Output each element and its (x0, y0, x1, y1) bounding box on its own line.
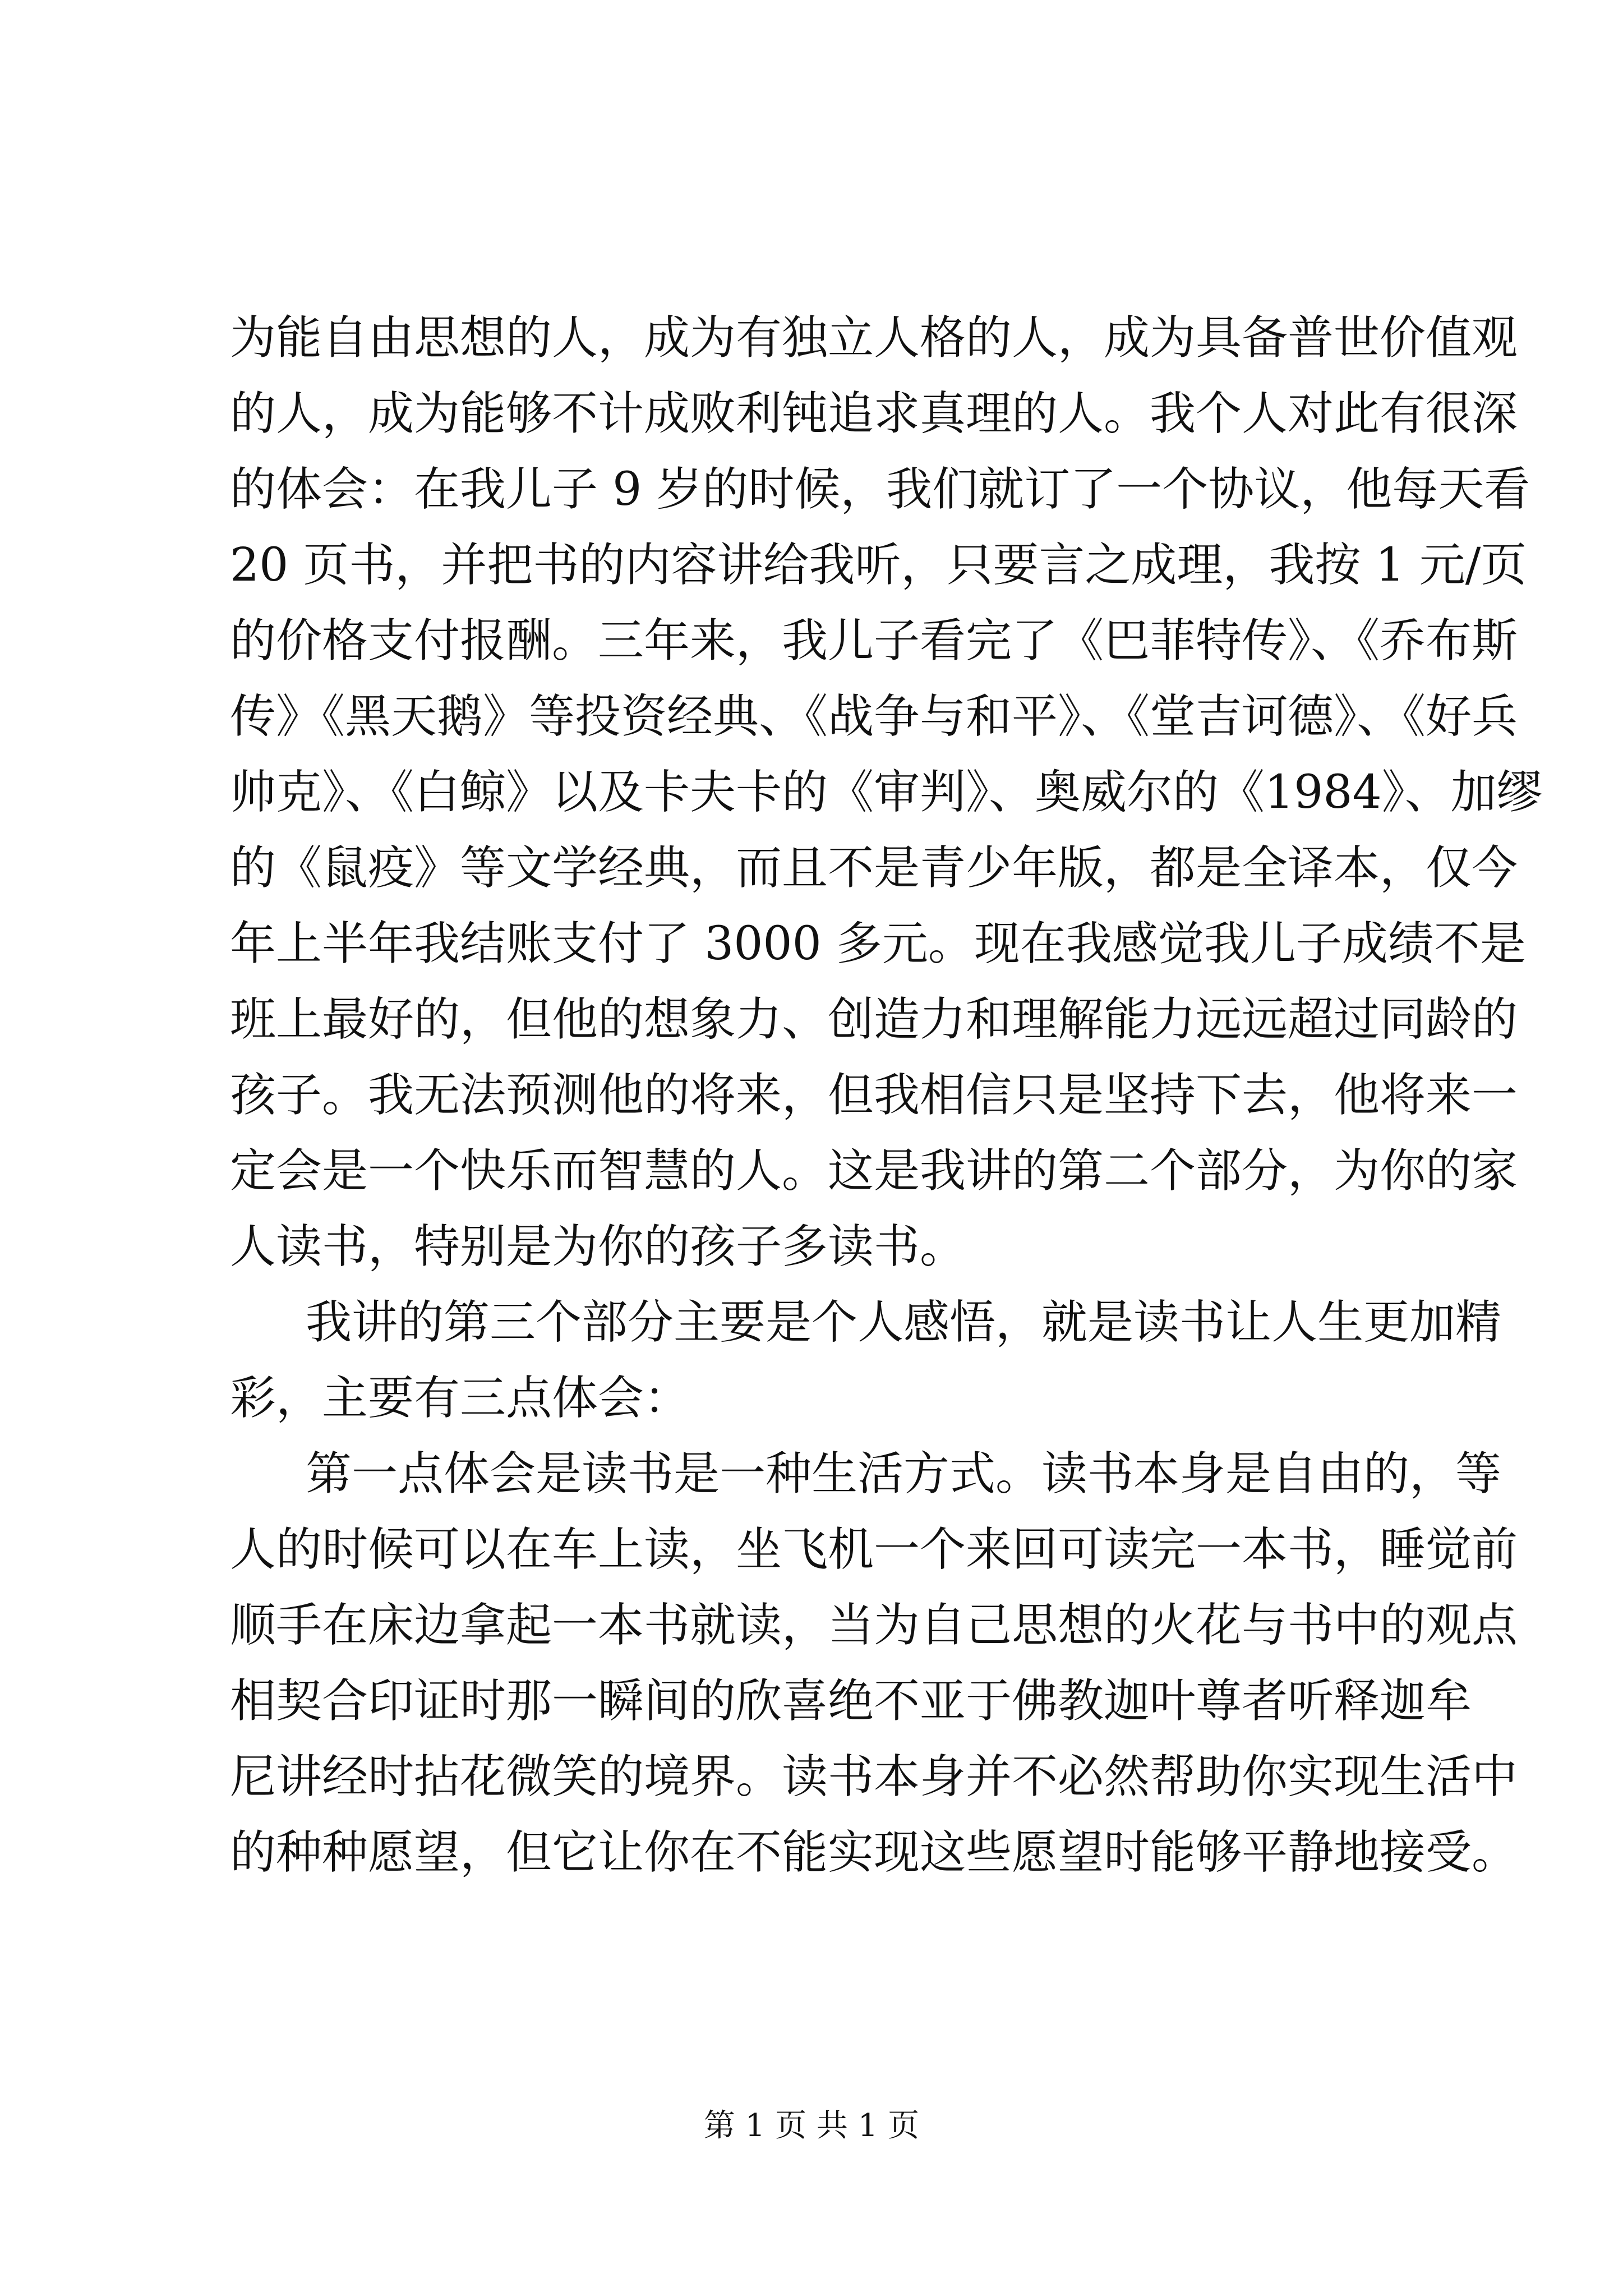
text-line: 孩子。我无法预测他的将来，但我相信只是坚持下去，他将来一 (230, 1069, 1518, 1122)
text-line: 班上最好的，但他的想象力、创造力和理解能力远远超过同龄的 (230, 993, 1518, 1046)
text-line: 人的时候可以在车上读，坐飞机一个来回可读完一本书，睡觉前 (230, 1523, 1518, 1576)
text-line: 的价格支付报酬。三年来，我儿子看完了《巴菲特传》、《乔布斯 (230, 614, 1518, 668)
text-line: 第一点体会是读书是一种生活方式。读书本身是自由的，等 (306, 1447, 1502, 1501)
text-line: 我讲的第三个部分主要是个人感悟，就是读书让人生更加精 (306, 1296, 1502, 1349)
text-line: 20 页书，并把书的内容讲给我听，只要言之成理，我按 1 元/页 (230, 539, 1527, 592)
text-line: 定会是一个快乐而智慧的人。这是我讲的第二个部分，为你的家 (230, 1144, 1518, 1198)
text-line: 尼讲经时拈花微笑的境界。读书本身并不必然帮助你实现生活中 (230, 1750, 1518, 1803)
text-line: 帅克》、《白鲸》以及卡夫卡的《审判》、奥威尔的《1984》、加缪 (230, 766, 1543, 819)
text-line: 人读书，特别是为你的孩子多读书。 (230, 1220, 966, 1273)
text-line: 的种种愿望，但它让你在不能实现这些愿望时能够平静地接受。 (230, 1826, 1518, 1879)
text-line: 相契合印证时那一瞬间的欣喜绝不亚于佛教迦叶尊者听释迦牟 (230, 1674, 1472, 1728)
text-line: 的《鼠疫》等文学经典，而且不是青少年版，都是全译本，仅今 (230, 841, 1518, 895)
page-number-footer: 第 1 页 共 1 页 (703, 2108, 920, 2144)
text-line: 顺手在床边拿起一本书就读，当为自己思想的火花与书中的观点 (230, 1599, 1518, 1652)
text-line: 彩，主要有三点体会： (230, 1372, 690, 1425)
text-line: 传》《黑天鹅》等投资经典、《战争与和平》、《堂吉诃德》、《好兵 (230, 690, 1518, 743)
text-line: 的体会：在我儿子 9 岁的时候，我们就订了一个协议，他每天看 (230, 463, 1530, 516)
text-line: 的人，成为能够不计成败利钝追求真理的人。我个人对此有很深 (230, 387, 1518, 440)
text-line: 年上半年我结账支付了 3000 多元。现在我感觉我儿子成绩不是 (230, 917, 1526, 970)
text-line: 为能自由思想的人，成为有独立人格的人，成为具备普世价值观 (230, 311, 1518, 365)
